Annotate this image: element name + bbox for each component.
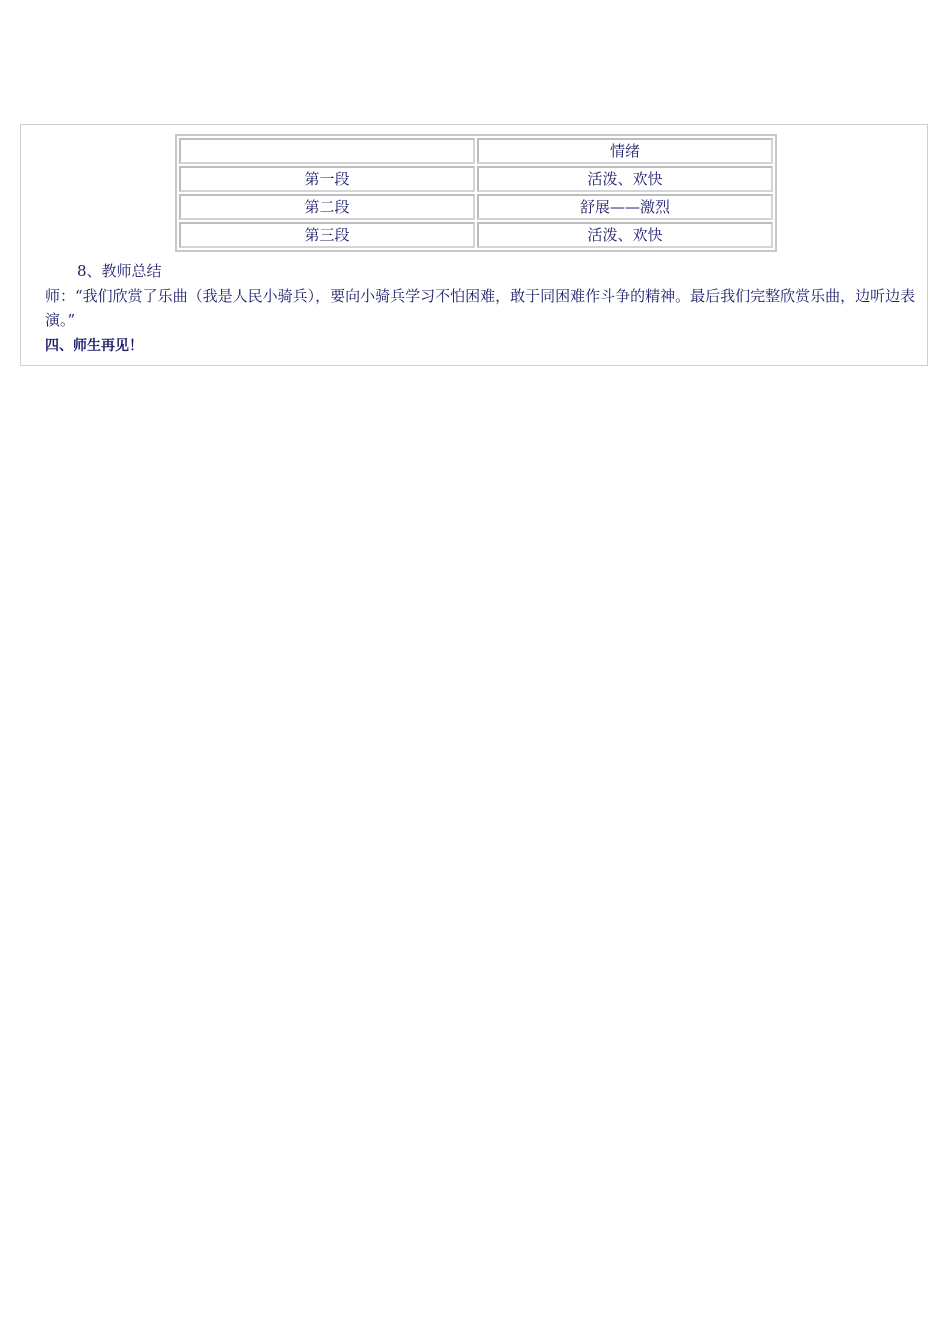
table-cell-section: 第三段 bbox=[179, 222, 475, 248]
content-frame bbox=[20, 124, 928, 366]
table-cell-emotion: 舒展——激烈 bbox=[477, 194, 773, 220]
teacher-summary-paragraph: 师：“我们欣赏了乐曲（我是人民小骑兵），要向小骑兵学习不怕困难，敢于同困难作斗争的精神。最后我们完整欣赏乐曲，边听边表演。” bbox=[45, 287, 916, 329]
closing-heading: 四、师生再见！ bbox=[45, 338, 143, 354]
table-header-row bbox=[179, 138, 773, 164]
table-cell-section: 第二段 bbox=[179, 194, 475, 220]
table-cell-emotion: 活泼、欢快 bbox=[477, 222, 773, 248]
emotion-table bbox=[175, 134, 777, 252]
table-cell-section: 第一段 bbox=[179, 166, 475, 192]
table-row bbox=[179, 194, 773, 220]
table-row bbox=[179, 166, 773, 192]
table-row bbox=[179, 222, 773, 248]
step-title: 8、教师总结 bbox=[77, 262, 162, 280]
table-cell-emotion: 活泼、欢快 bbox=[477, 166, 773, 192]
table-header-cell bbox=[179, 138, 475, 164]
table-header-cell: 情绪 bbox=[477, 138, 773, 164]
